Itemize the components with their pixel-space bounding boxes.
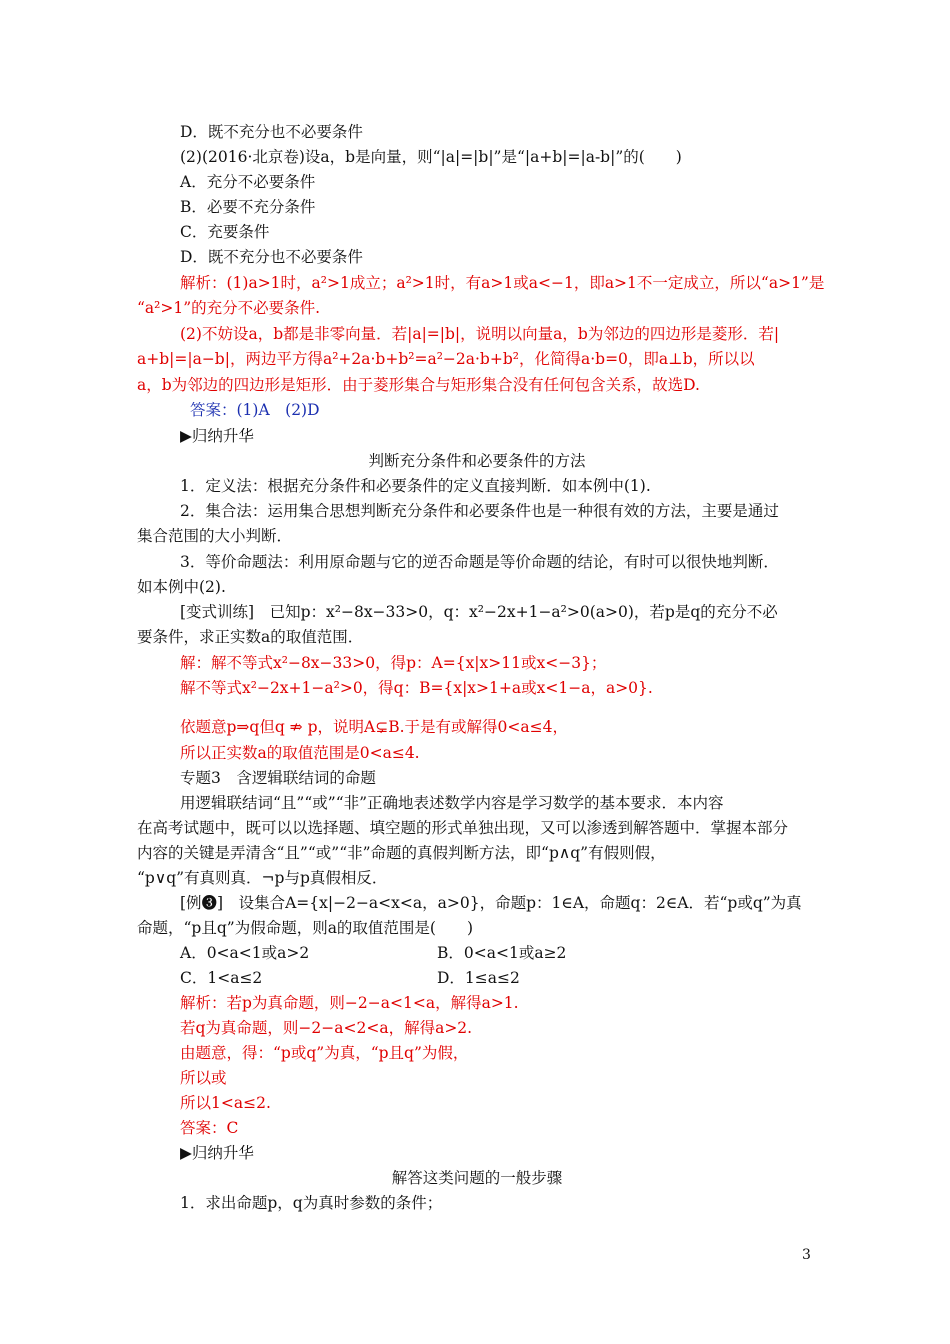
solution-line-2: 解不等式x²−2x+1−a²>0，得q：B={x|x>1+a或x<1−a，a>0}.: [180, 679, 653, 697]
option-b: B．0<a<1或a≥2: [437, 944, 567, 962]
topic-para-1: 用逻辑联结词“且”“或”“非”正确地表述数学内容是学习数学的基本要求．本内容: [180, 794, 724, 812]
example-line-2: 命题，“p且q”为假命题，则a的取值范围是( ): [137, 919, 474, 937]
solution-line-3: 依题意p⇒q但q ⇏ p，说明A⊊B.于是有或解得0<a≤4，: [180, 718, 568, 736]
analysis-line-5: a，b为邻边的四边形是矩形．由于菱形集合与矩形集合没有任何包含关系，故选D.: [137, 376, 700, 394]
option-a: A．0<a<1或a>2: [180, 944, 310, 962]
topic-para-2: 在高考试题中，既可以以选择题、填空题的形式单独出现，又可以渗透到解答题中．掌握本部分: [137, 819, 789, 837]
method-3a: 3．等价命题法：利用原命题与它的逆否命题是等价命题的结论，有时可以很快地判断．: [180, 553, 779, 571]
method-3b: 如本例中(2).: [137, 578, 226, 596]
example-analysis-1: 解析：若p为真命题，则−2−a<1<a，解得a>1.: [180, 994, 519, 1012]
line-4: C．充要条件: [180, 223, 270, 241]
line-2: A．充分不必要条件: [180, 173, 316, 191]
method-2a: 2．集合法：运用集合思想判断充分条件和必要条件也是一种很有效的方法，主要是通过: [180, 502, 779, 520]
method-1: 1．定义法：根据充分条件和必要条件的定义直接判断．如本例中(1).: [180, 477, 651, 495]
topic-para-3: 内容的关键是弄清含“且”“或”“非”命题的真假判断方法，即“p∧q”有假则假，: [137, 844, 666, 862]
page-number: 3: [802, 1247, 811, 1263]
line-3: B．必要不充分条件: [180, 198, 316, 216]
summary-heading-1: ▶归纳升华: [180, 427, 254, 445]
example-analysis-5: 所以1<a≤2.: [180, 1094, 271, 1112]
option-d: D．1≤a≤2: [437, 969, 520, 987]
example-line-1: [例❸] 设集合A={x|−2−a<x<a，a>0}，命题p：1∈A，命题q：2∈A．若“p或q”为真: [180, 894, 802, 912]
example-analysis-4: 所以或: [180, 1069, 227, 1087]
analysis-line-1: 解析：(1)a>1时，a²>1成立；a²>1时，有a>1或a<−1，即a>1不一定成立，所以“a>1”是: [180, 274, 825, 292]
option-c: C．1<a≤2: [180, 969, 263, 987]
exercise-line-1: [变式训练] 已知p：x²−8x−33>0，q：x²−2x+1−a²>0(a>0)，若p是q的充分不必: [180, 603, 778, 621]
steps-title: 解答这类问题的一般步骤: [391, 1169, 563, 1187]
example-analysis-2: 若q为真命题，则−2−a<2<a，解得a>2.: [180, 1019, 473, 1037]
solution-line-4: 所以正实数a的取值范围是0<a≤4.: [180, 744, 420, 762]
topic-heading: 专题3 含逻辑联结词的命题: [180, 769, 376, 787]
solution-line-1: 解：解不等式x²−8x−33>0，得p：A={x|x>11或x<−3}；: [180, 654, 607, 672]
line-0: D．既不充分也不必要条件: [180, 123, 363, 141]
analysis-line-4: a+b|=|a−b|，两边平方得a²+2a·b+b²=a²−2a·b+b²，化简得a·b=0，即a⊥b，所以以: [137, 350, 755, 368]
topic-para-4: “p∨q”有真则真．¬p与p真假相反．: [137, 869, 388, 887]
example-analysis-3: 由题意，得：“p或q”为真，“p且q”为假，: [180, 1044, 469, 1062]
answer-line: 答案：(1)A (2)D: [190, 401, 320, 419]
line-1: (2)(2016·北京卷)设a，b是向量，则“|a|=|b|”是“|a+b|=|a-b|”的( ): [180, 148, 682, 166]
exercise-line-2: 要条件，求正实数a的取值范围．: [137, 628, 364, 646]
summary-heading-2: ▶归纳升华: [180, 1144, 254, 1162]
analysis-line-2: “a²>1”的充分不必要条件.: [137, 299, 321, 317]
analysis-line-3: (2)不妨设a，b都是非零向量．若|a|=|b|，说明以向量a，b为邻边的四边形是菱形．若|: [180, 325, 780, 343]
step-1: 1．求出命题p，q为真时参数的条件；: [180, 1194, 443, 1212]
method-title: 判断充分条件和必要条件的方法: [368, 452, 586, 470]
method-2b: 集合范围的大小判断．: [137, 527, 293, 545]
line-5: D．既不充分也不必要条件: [180, 248, 363, 266]
example-answer: 答案：C: [180, 1119, 239, 1137]
